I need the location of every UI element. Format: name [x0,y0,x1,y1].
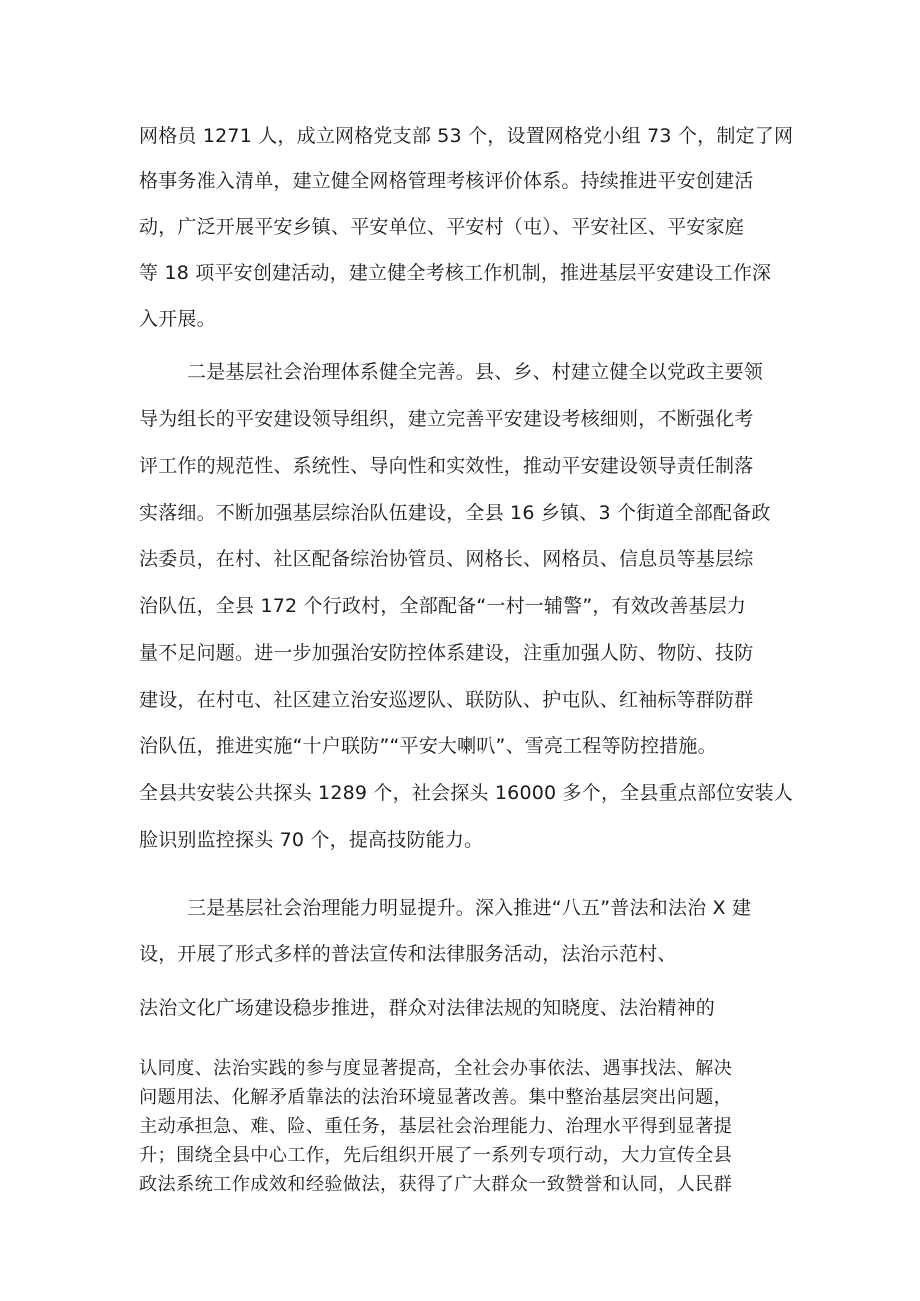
text-line: 脸识别监控探头 70 个，提高技防能力。 [139,829,484,851]
text-line: 动，广泛开展平安乡镇、平安单位、平安村（屯）、平安社区、平安家庭 [139,216,744,238]
text-line: 格事务准入清单，建立健全网格管理考核评价体系。持续推进平安创建活 [139,170,754,192]
text-line: 量不足问题。进一步加强治安防控体系建设，注重加强人防、物防、技防 [139,642,754,664]
text-line: 实落细。不断加强基层综治队伍建设，全县 16 乡镇、3 个街道全部配备政 [139,502,771,524]
text-line: 问题用法、化解矛盾靠法的法治环境显著改善。集中整治基层突出问题， [139,1087,733,1108]
text-line: 导为组长的平安建设领导组织，建立完善平安建设考核细则，不断强化考 [139,408,754,430]
text-line: 升；围绕全县中心工作，先后组织开展了一系列专项行动，大力宣传全县 [139,1145,733,1166]
text-line: 认同度、法治实践的参与度显著提高，全社会办事依法、遇事找法、解决 [139,1058,733,1079]
text-line: 评工作的规范性、系统性、导向性和实效性，推动平安建设领导责任制落 [139,455,754,477]
text-line: 三是基层社会治理能力明显提升。深入推进“八五”普法和法治 X 建 [187,897,752,919]
text-line: 主动承担急、难、险、重任务，基层社会治理能力、治理水平得到显著提 [139,1116,733,1137]
text-line: 政法系统工作成效和经验做法，获得了广大群众一致赞誉和认同，人民群 [139,1174,733,1195]
text-line: 治队伍，推进实施“十户联防”“平安大喇叭”、雪亮工程等防控措施。 [139,735,717,757]
text-line: 二是基层社会治理体系健全完善。县、乡、村建立健全以党政主要领 [187,361,764,383]
text-line: 法委员，在村、社区配备综治协管员、网格长、网格员、信息员等基层综 [139,548,754,570]
text-line: 入开展。 [139,308,216,330]
text-line: 法治文化广场建设稳步推进，群众对法律法规的知晓度、法治精神的 [139,997,716,1019]
text-line: 网格员 1271 人，成立网格党支部 53 个，设置网格党小组 73 个，制定了网 [139,125,794,147]
text-line: 治队伍，全县 172 个行政村，全部配备“一村一辅警”，有效改善基层力 [139,595,747,617]
text-line: 全县共安装公共探头 1289 个，社会探头 16000 多个，全县重点部位安装人 [139,782,793,804]
text-line: 设，开展了形式多样的普法宣传和法律服务活动，法治示范村、 [139,943,677,965]
text-line: 建设，在村屯、社区建立治安巡逻队、联防队、护屯队、红袖标等群防群 [139,689,754,711]
text-line: 等 18 项平安创建活动，建立健全考核工作机制，推进基层平安建设工作深 [139,262,772,284]
